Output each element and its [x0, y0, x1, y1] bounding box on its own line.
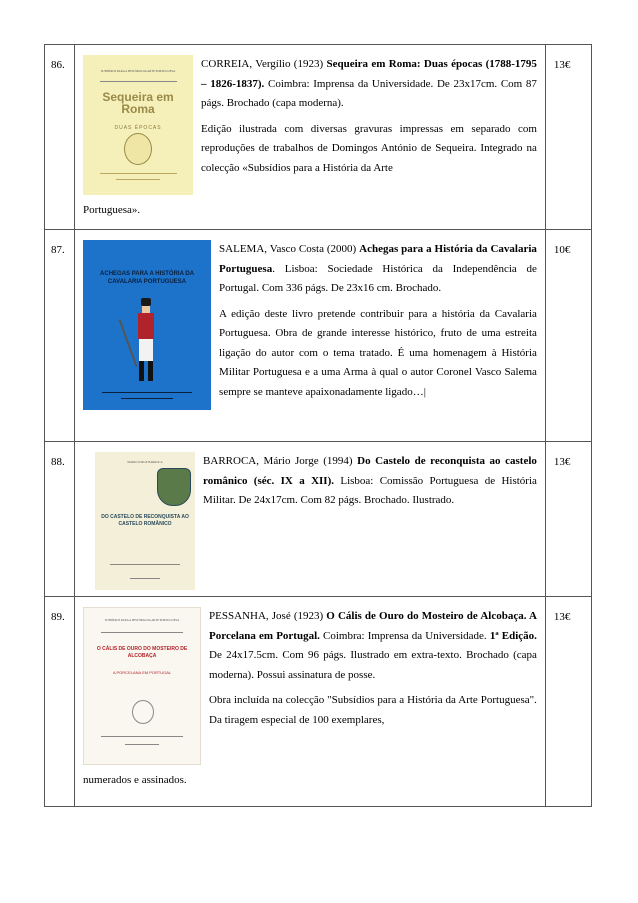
book-title: O Cális de Ouro do Mosteiro de Alcobaça. A Porcelana em Portugal.: [209, 610, 537, 642]
edition-label: 1ª Edição.: [489, 629, 537, 642]
book-cover-image: [83, 240, 211, 410]
book-description: Obra incluída na colecção "Subsídios para a História da Arte Portuguesa". Da tiragem especial de 100 exemplares,: [209, 694, 537, 726]
price: 13€: [553, 611, 571, 623]
bibliographic-entry: PESSANHA, José (1923) O Cális de Ouro do Mosteiro de Alcobaça. A Porcelana em Portugal. Coimbra: Imprensa da Universidade. 1ª Edição. De 24x17.5cm. Com 96 págs. Ilustrado em extra-texto. Brochado (capa moderna). Possui assinatura de posse.: [209, 610, 537, 681]
catalog-entry-87: [45, 230, 592, 442]
entry-number: 86.: [51, 59, 65, 71]
book-title: Sequeira em Roma: Duas épocas (1788-1795 – 1826-1837).: [201, 58, 537, 90]
price: 13€: [553, 456, 571, 468]
book-cover-image: SUBSÍDIOS PARA A HISTÓRIA DA ARTE PORTUGUESA Sequeira em Roma DUAS ÉPOCAS: [83, 55, 193, 195]
entry-number: 89.: [51, 611, 65, 623]
book-cover-image: SUBSÍDIOS PARA A HISTÓRIA DA ARTE PORTUGUESA O CÁLIS DE OURO DO MOSTEIRO DE ALCOBAÇA A PORCELANA EM PORTUGAL: [83, 607, 201, 765]
entry-number: 88.: [51, 456, 65, 468]
cover-emblem: [157, 468, 191, 506]
bibliographic-entry: SALEMA, Vasco Costa (2000) Achegas para a História da Cavalaria Portuguesa. Lisboa: Sociedade Histórica da Independência de Portugal. Com 336 págs. De 23x16 cm. Brochado.: [219, 243, 537, 294]
book-cover-image: MÁRIO JORGE BARROCA DO CASTELO DE RECONQUISTA AO CASTELO ROMÂNICO: [95, 452, 195, 590]
catalog-entry-86: [45, 45, 592, 230]
cover-emblem: [124, 133, 152, 165]
bibliographic-entry: BARROCA, Mário Jorge (1994) Do Castelo de reconquista ao castelo românico (séc. IX a XII). Lisboa: Comissão Portuguesa de História Militar. De 24x17cm. Com 82 págs. Brochado. Ilustrado.: [203, 455, 537, 506]
cover-subtitle: DUAS ÉPOCAS: [114, 125, 162, 131]
cover-subtitle: A PORCELANA EM PORTUGAL: [112, 670, 172, 675]
cover-title: Sequeira em Roma: [102, 90, 174, 116]
bibliographic-entry: CORREIA, Vergílio (1923) Sequeira em Roma: Duas épocas (1788-1795 – 1826-1837). Coimbra: Imprensa da Universidade. De 23x17cm. Com 87 págs. Brochado (capa moderna).: [201, 58, 537, 109]
book-description-continued: Portuguesa».: [83, 204, 141, 216]
price: 10€: [553, 244, 571, 256]
catalog-entry-88: [45, 442, 592, 597]
entry-number: 87.: [51, 244, 65, 256]
book-description: Edição ilustrada com diversas gravuras impressas em separado com reproduções de trabalhos de Domingos António de Sequeira. Integrado na colecção «Subsídios para a História da Arte: [201, 122, 537, 174]
book-title: Achegas para a História da Cavalaria Portuguesa: [219, 243, 537, 275]
cavalry-soldier-illustration: [135, 298, 157, 382]
catalog-entry-89: [45, 597, 592, 807]
cover-title: O CÁLIS DE OURO DO MOSTEIRO DE ALCOBAÇA: [96, 646, 188, 659]
book-title: Do Castelo de reconquista ao castelo românico (séc. IX a XII).: [203, 455, 537, 487]
book-description: A edição deste livro pretende contribuir para a história da Cavalaria Portuguesa. Obra de grande interesse histórico, fruto de uma estreita ligação do autor com o tema tratado. É uma homenagem à História Militar Portuguesa e a uma Arma à qual o autor Coronel Vasco Salema sempre se manteve apaixonadamente ligado…|: [219, 307, 537, 398]
book-description-continued: numerados e assinados.: [83, 774, 187, 786]
cover-title: ACHEGAS PARA A HISTÓRIA DA CAVALARIA PORTUGUESA: [100, 271, 195, 285]
cover-emblem: [132, 700, 154, 724]
catalog-table: [44, 44, 592, 807]
price: 13€: [553, 59, 571, 71]
cover-title: DO CASTELO DE RECONQUISTA AO CASTELO ROMÂNICO: [101, 514, 189, 527]
